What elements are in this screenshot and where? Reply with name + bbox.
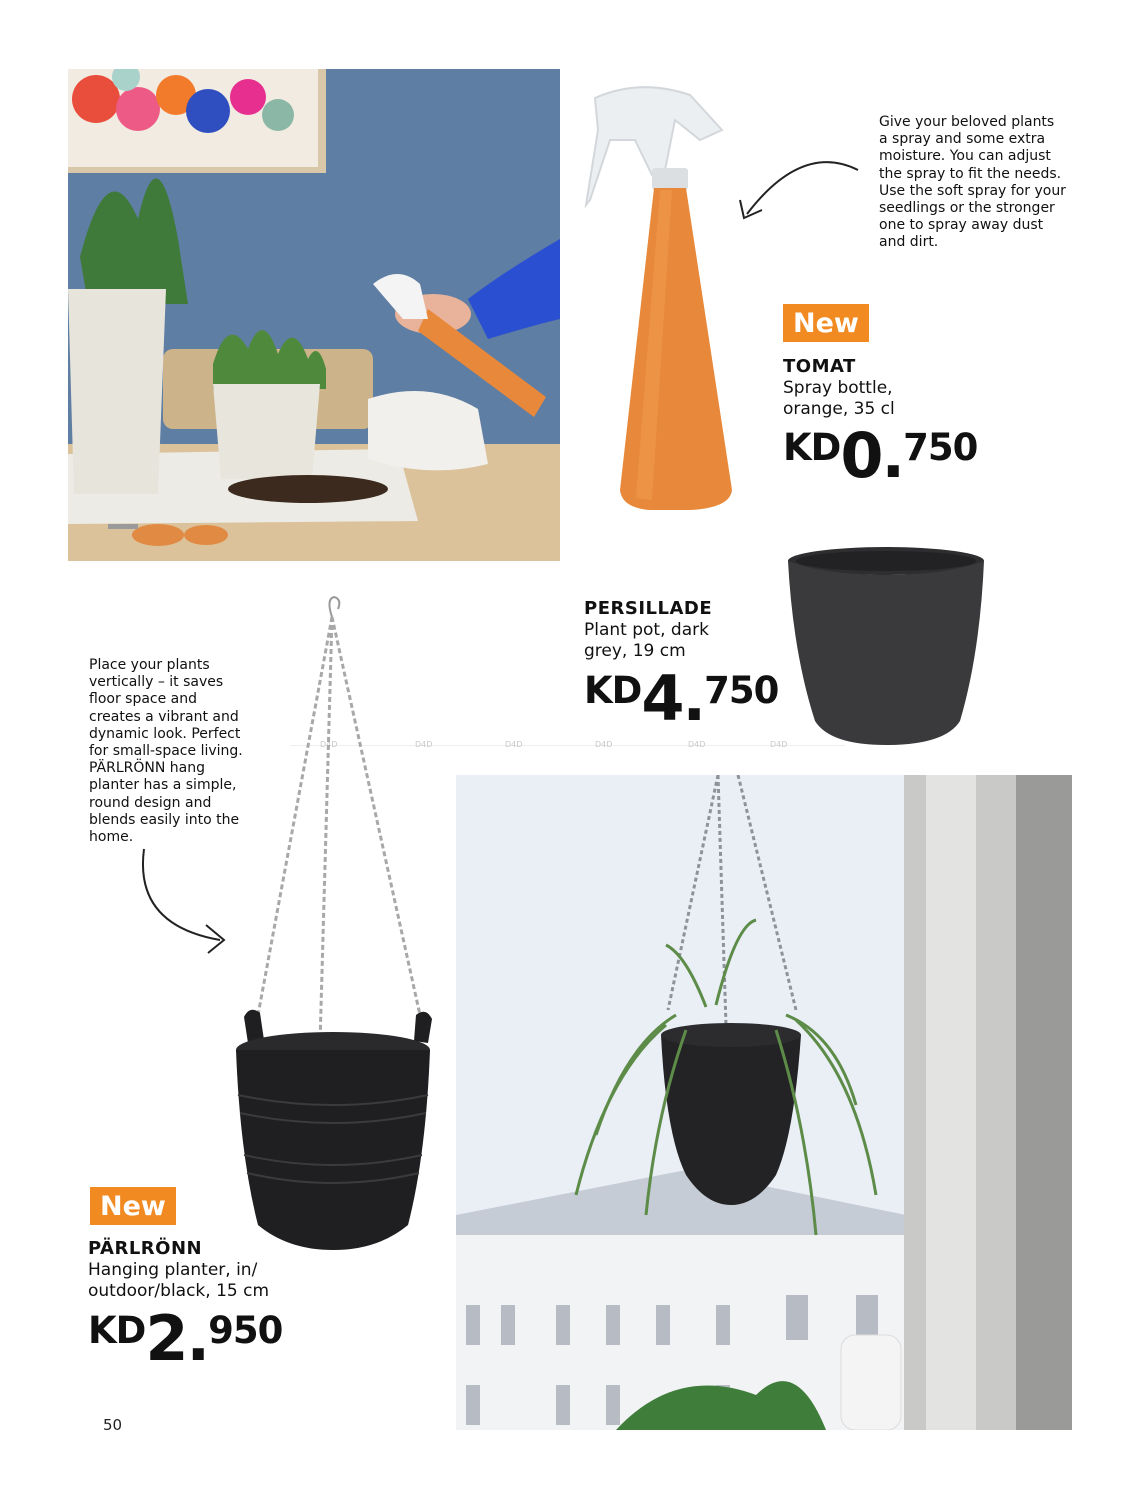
window-scene-illustration — [456, 775, 1072, 1430]
spraying-plants-illustration — [68, 69, 560, 561]
price-currency: KD — [88, 1309, 146, 1352]
parlronn-description: Place your plants vertically – it saves floor space and creates a vibrant and dynamic look. Perfect for small-space living. PÄRLRÖNN hang planter has a simple, round design and blends easily into the home. — [89, 657, 243, 846]
watermark-text: D4D — [320, 740, 338, 749]
watermark-text: D4D — [505, 740, 523, 749]
parlronn-product-name: PÄRLRÖNN — [88, 1238, 203, 1259]
page-number: 50 — [103, 1416, 123, 1434]
price-currency: KD — [783, 426, 841, 469]
tomat-product-name: TOMAT — [783, 356, 856, 377]
persillade-desc-line1: Plant pot, dark — [584, 620, 709, 640]
parlronn-desc-line2: outdoor/black, 15 cm — [88, 1281, 270, 1301]
plant-pot-illustration — [785, 543, 990, 748]
price-integer: 4. — [641, 662, 705, 735]
parlronn-price — [88, 1302, 283, 1375]
parlronn-product-image — [228, 595, 438, 1255]
curved-arrow-icon — [732, 152, 867, 227]
spray-bottle-illustration — [580, 80, 750, 515]
watermark-text: D4D — [595, 740, 613, 749]
tomat-price — [783, 419, 978, 492]
parlronn-desc-line1: Hanging planter, in/ — [88, 1260, 258, 1280]
price-integer: 2. — [145, 1302, 209, 1375]
price-decimal: 750 — [704, 669, 779, 712]
persillade-product-desc — [584, 620, 709, 662]
persillade-product-image — [785, 543, 990, 748]
tomat-product-desc — [783, 378, 895, 420]
persillade-price — [584, 662, 779, 735]
price-decimal: 950 — [208, 1309, 283, 1352]
persillade-product-name: PERSILLADE — [584, 598, 713, 619]
tomat-product-image — [580, 80, 750, 515]
watermark-text: D4D — [770, 740, 788, 749]
price-currency: KD — [584, 669, 642, 712]
hanging-planter-illustration — [228, 595, 438, 1255]
tomat-desc-line2: orange, 35 cl — [783, 399, 895, 419]
tomat-description: Give your beloved plants a spray and some extra moisture. You can adjust the spray to fit the needs. Use the soft spray for your seedlings or the stronger one to spray away dust and dirt. — [879, 114, 1066, 251]
hanging-planter-photo — [456, 775, 1072, 1430]
watermark-text: D4D — [688, 740, 706, 749]
watermark-text: D4D — [415, 740, 433, 749]
tomat-new-badge: New — [783, 304, 869, 342]
parlronn-product-desc — [88, 1260, 269, 1302]
tomat-desc-line1: Spray bottle, — [783, 378, 893, 398]
curved-arrow-icon — [132, 845, 232, 960]
parlronn-new-badge: New — [90, 1187, 176, 1225]
price-integer: 0. — [840, 419, 904, 492]
spraying-plants-photo — [68, 69, 560, 561]
price-decimal: 750 — [903, 426, 978, 469]
persillade-desc-line2: grey, 19 cm — [584, 641, 686, 661]
